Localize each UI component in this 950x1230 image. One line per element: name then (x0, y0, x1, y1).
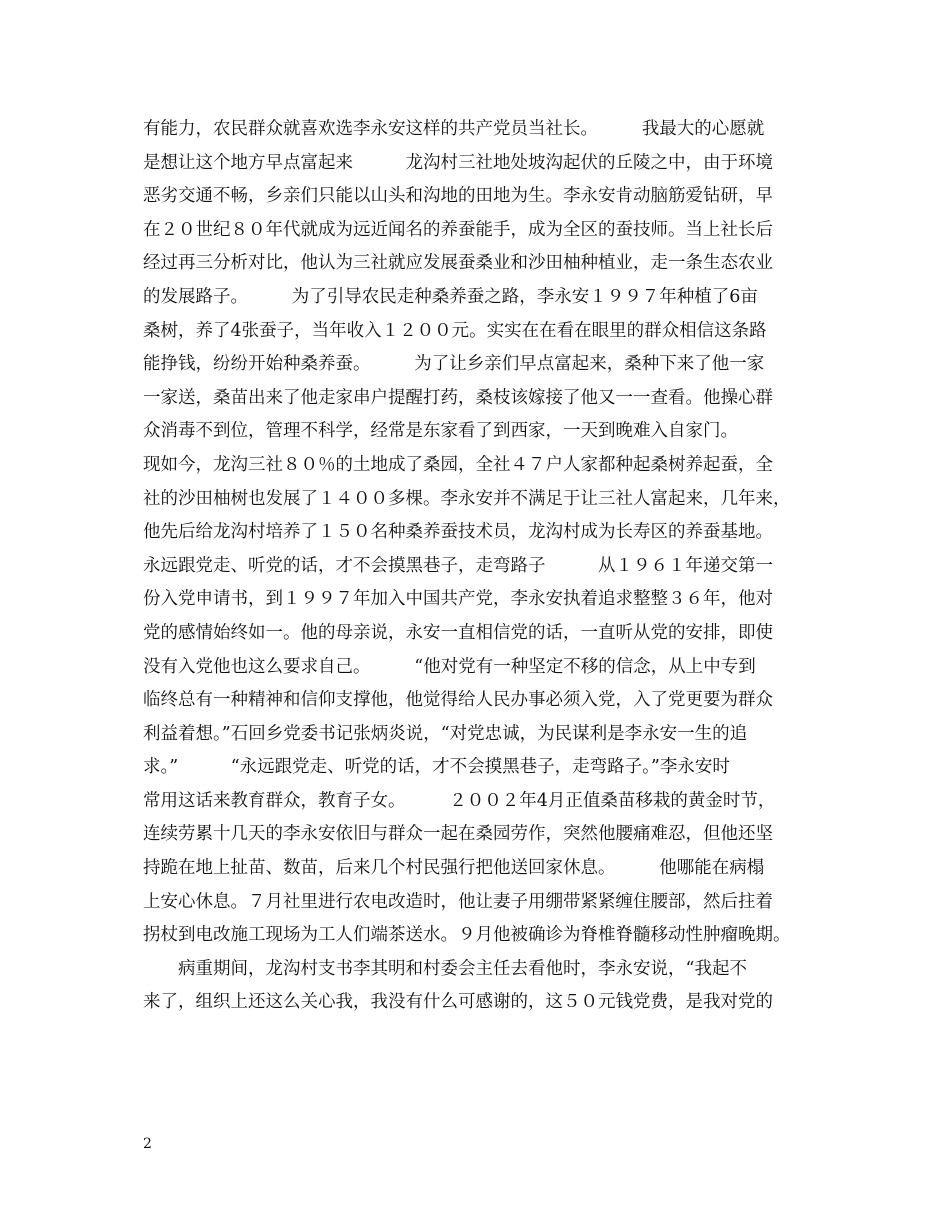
text-line: 有能力，农民群众就喜欢选李永安这样的共产党员当社长。 我最大的心愿就 (143, 119, 765, 139)
text-line: 恶劣交通不畅，乡亲们只能以山头和沟地的田地为生。李永安肯动脑筋爱钻研，早 (143, 186, 773, 207)
text-line: 社的沙田柚树也发展了１４００多棵。李永安并不满足于让三社人富起来，几年来， (143, 488, 791, 509)
text-line: 经过再三分析对比，他认为三社就应发展蚕桑业和沙田柚种植业，走一条生态农业 (143, 253, 773, 274)
text-line: 在２０世纪８０年代就成为远近闻名的养蚕能手，成为全区的蚕技师。当上社长后 (143, 219, 773, 240)
text-line: 现如今，龙沟三社８０％的土地成了桑园，全社４７户人家都种起桑树养起蚕，全 (143, 454, 773, 475)
text-line: 份入党申请书，到１９９７年加入中国共产党，李永安执着追求整整３６年，他对 (143, 589, 773, 610)
text-line: 永远跟党走、听党的话，才不会摸黑巷子，走弯路子 从１９６１年递交第一 (143, 555, 773, 576)
body-text (143, 113, 813, 1020)
text-line: 众消毒不到位，管理不科学，经常是东家看了到西家，一天到晚难入自家门。 (143, 421, 738, 442)
text-line: 党的感情始终如一。他的母亲说，永安一直相信党的话，一直听从党的安排，即使 (143, 622, 773, 643)
text-line: 一家送，桑苗出来了他走家串户提醒打药，桑枝该嫁接了他又一一查看。他操心群 (143, 387, 773, 408)
text-line: 病重期间，龙沟村支书李其明和村委会主任去看他时，李永安说，“我起不 (143, 958, 747, 979)
text-line: 桑树，养了4张蚕子，当年收入１２００元。实实在在看在眼里的群众相信这条路 (143, 320, 767, 341)
text-line: 拐杖到电改施工现场为工人们端茶送水。９月他被确诊为脊椎脊髓移动性肿瘤晚期。 (143, 925, 791, 946)
text-line: 的发展路子。 为了引导农民走种桑养蚕之路，李永安１９９７年种植了6亩 (143, 286, 758, 307)
text-line: 来了，组织上还这么关心我，我没有什么可感谢的，这５０元钱党费，是我对党的 (143, 992, 773, 1013)
text-line: 求。” “永远跟党走、听党的话，才不会摸黑巷子，走弯路子。”李永安时 (143, 757, 730, 778)
text-line: 利益着想。”石回乡党委书记张炳炎说，“对党忠诚，为民谋利是李永安一生的追 (143, 723, 748, 744)
text-line: 他先后给龙沟村培养了１５０名种桑养蚕技术员，龙沟村成为长寿区的养蚕基地。 (143, 522, 773, 543)
text-line: 持跪在地上扯苗、数苗，后来几个村民强行把他送回家休息。 他哪能在病榻 (143, 858, 765, 879)
text-line: 上安心休息。７月社里进行农电改造时，他让妻子用绷带紧紧缠住腰部，然后拄着 (143, 891, 773, 912)
text-line: 是想让这个地方早点富起来 龙沟村三社地处坡沟起伏的丘陵之中，由于环境 (143, 152, 773, 173)
text-line: 没有入党他也这么要求自己。 “他对党有一种坚定不移的信念，从上中专到 (143, 656, 756, 677)
text-line: 能挣钱，纷纷开始种桑养蚕。 为了让乡亲们早点富起来，桑种下来了他一家 (143, 354, 765, 375)
text-line: 连续劳累十几天的李永安依旧与群众一起在桑园劳作，突然他腰痛难忍，但他还坚 (143, 824, 773, 845)
text-line: 常用这话来教育群众，教育子女。 ２００２年4月正值桑苗移栽的黄金时节， (143, 790, 776, 811)
text-line: 临终总有一种精神和信仰支撑他，他觉得给人民办事必须入党，入了党更要为群众 (143, 690, 773, 711)
page-number: 2 (143, 1136, 152, 1152)
